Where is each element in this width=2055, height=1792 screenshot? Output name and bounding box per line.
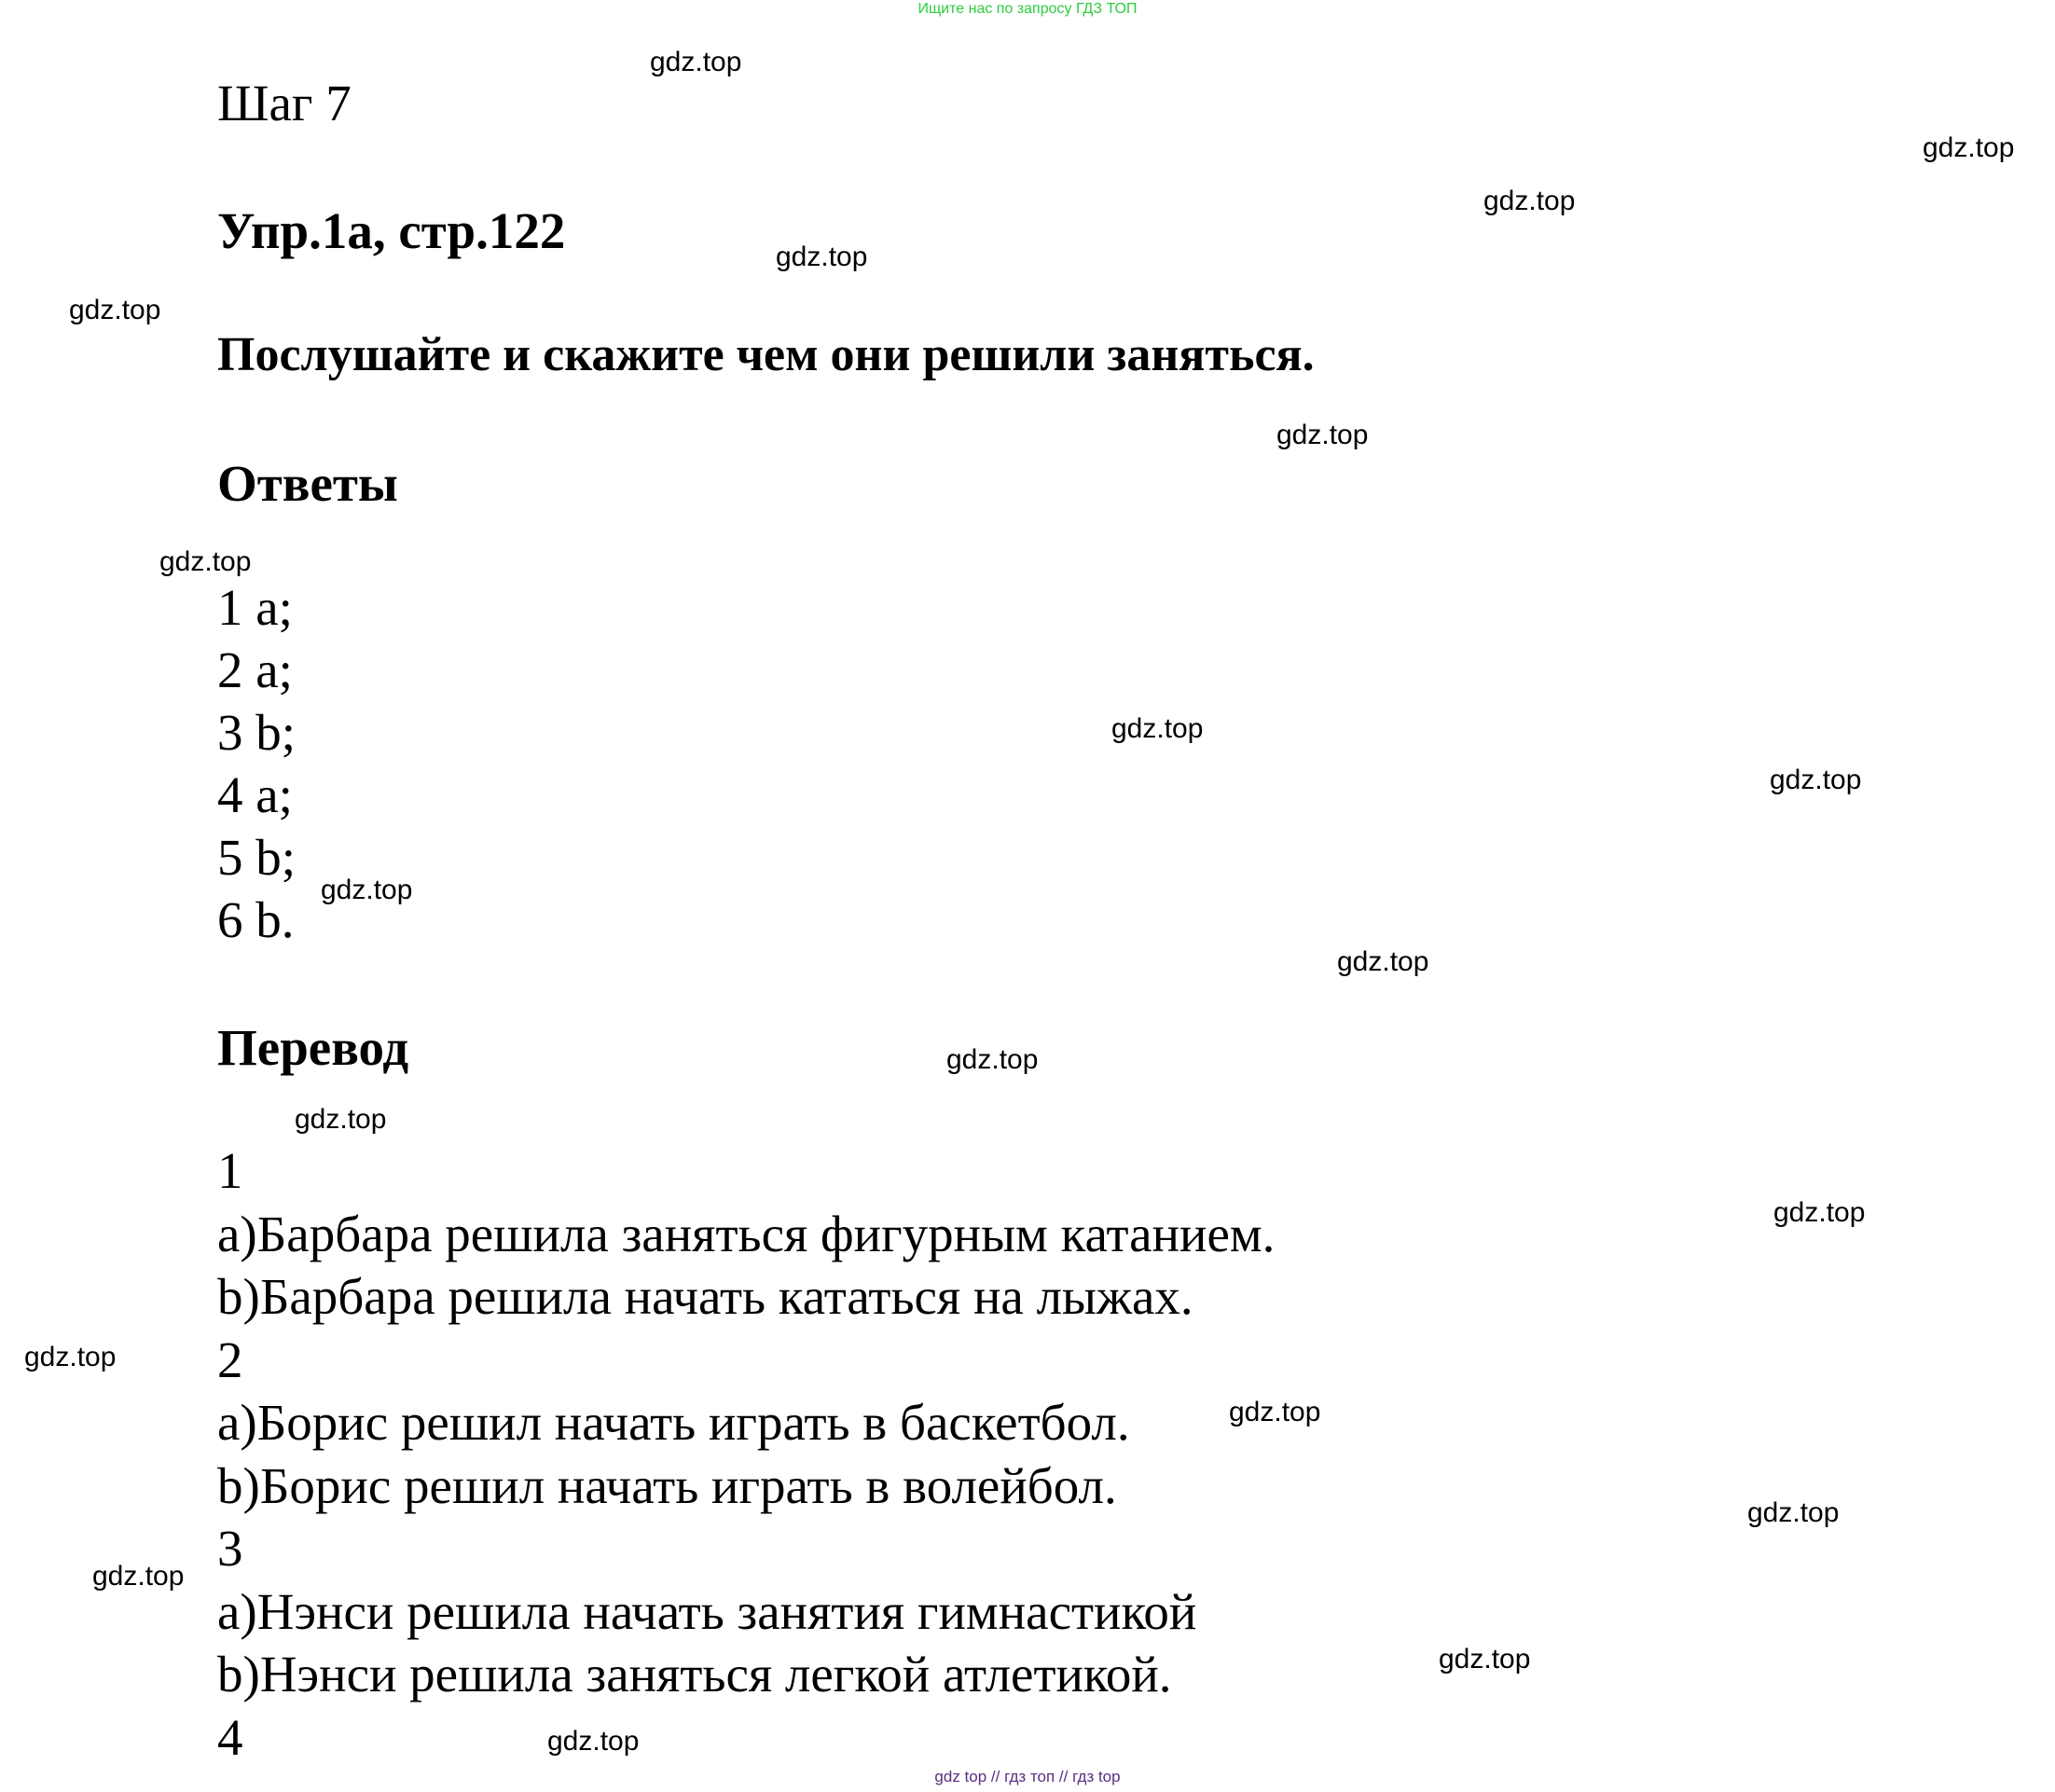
translation-line: 2 bbox=[217, 1330, 243, 1388]
translation-line: b)Нэнси решила заняться легкой атлетикой. bbox=[217, 1646, 1172, 1702]
watermark: gdz.top bbox=[69, 295, 161, 325]
watermark: gdz.top bbox=[1229, 1397, 1321, 1427]
footer-links: gdz top // гдз топ // гдз top bbox=[934, 1768, 1121, 1785]
translation-line: 3 bbox=[217, 1520, 243, 1577]
translation-heading: Перевод bbox=[217, 1019, 409, 1076]
watermark: gdz.top bbox=[1337, 946, 1429, 977]
task-instruction: Послушайте и скажите чем они решили заняться. bbox=[217, 328, 1315, 381]
answer-item: 5 b; bbox=[217, 829, 297, 886]
watermark: gdz.top bbox=[650, 47, 742, 77]
watermark: gdz.top bbox=[946, 1044, 1039, 1075]
answer-item: 4 a; bbox=[217, 766, 293, 823]
step-title: Шаг 7 bbox=[217, 75, 352, 131]
watermark: gdz.top bbox=[1483, 186, 1576, 216]
watermark: gdz.top bbox=[24, 1342, 117, 1372]
watermark: gdz.top bbox=[321, 875, 413, 905]
answer-item: 1 a; bbox=[217, 579, 293, 636]
translation-line: b)Барбара решила начать кататься на лыжах. bbox=[217, 1268, 1193, 1325]
watermark: gdz.top bbox=[295, 1104, 387, 1135]
answers-heading: Ответы bbox=[217, 455, 398, 512]
watermark: gdz.top bbox=[1747, 1497, 1840, 1528]
watermark: gdz.top bbox=[1439, 1644, 1531, 1675]
exercise-title: Упр.1а, стр.122 bbox=[217, 202, 566, 259]
translation-line: 4 bbox=[217, 1708, 243, 1766]
watermark: gdz.top bbox=[1276, 420, 1369, 450]
watermark: gdz.top bbox=[776, 241, 868, 272]
watermark: gdz.top bbox=[547, 1726, 640, 1757]
watermark: gdz.top bbox=[159, 546, 252, 577]
watermark: gdz.top bbox=[1770, 765, 1862, 795]
watermark: gdz.top bbox=[1111, 713, 1204, 744]
answers-list bbox=[217, 576, 296, 951]
answer-item: 2 a; bbox=[217, 641, 293, 698]
translation-line: a)Борис решил начать играть в баскетбол. bbox=[217, 1394, 1130, 1451]
answer-item: 6 b. bbox=[217, 891, 295, 948]
translation-line: 1 bbox=[217, 1142, 243, 1199]
watermark: gdz.top bbox=[1773, 1197, 1866, 1228]
translation-line: a)Барбара решила заняться фигурным катанием. bbox=[217, 1205, 1276, 1262]
watermark: gdz.top bbox=[92, 1561, 185, 1592]
translation-block bbox=[217, 1139, 1275, 1769]
answer-item: 3 b; bbox=[217, 704, 297, 761]
translation-line: a)Нэнси решила начать занятия гимнастикой bbox=[217, 1582, 1197, 1640]
translation-line: b)Борис решил начать играть в волейбол. bbox=[217, 1456, 1117, 1514]
top-banner: Ищите нас по запросу ГДЗ ТОП bbox=[917, 1, 1138, 17]
watermark: gdz.top bbox=[1923, 132, 2015, 163]
